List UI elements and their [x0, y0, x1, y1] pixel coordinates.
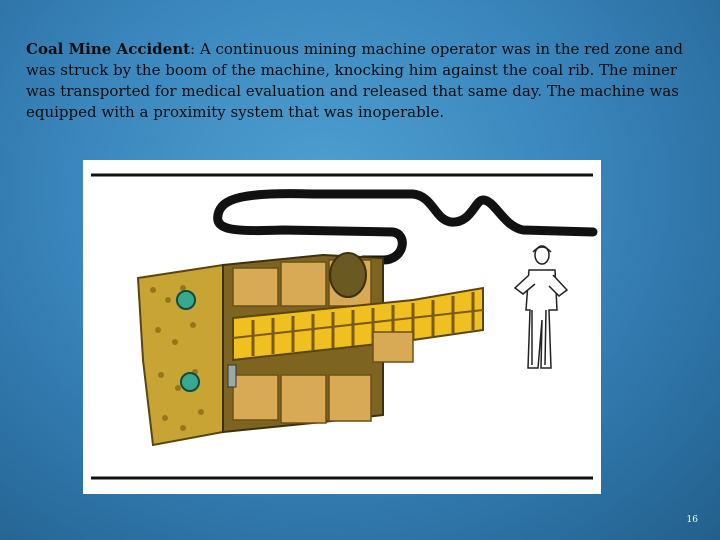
continuous-mining-machine-illustration	[138, 253, 483, 445]
page-number: 16	[686, 515, 698, 525]
accident-illustration	[83, 160, 601, 494]
caption-separator: :	[190, 40, 196, 58]
caption-text: A continuous mining machine operator was in the red zone and was struck by the boom of the machine, knocking him against the coal rib. The miner was transported for medical evaluation and released that same day. The machine was equipped with a proximity system that was inoperable.	[26, 40, 683, 121]
slide-caption	[26, 39, 698, 123]
caption-label: Coal Mine Accident	[26, 40, 191, 58]
miner-figure-illustration	[515, 246, 567, 368]
